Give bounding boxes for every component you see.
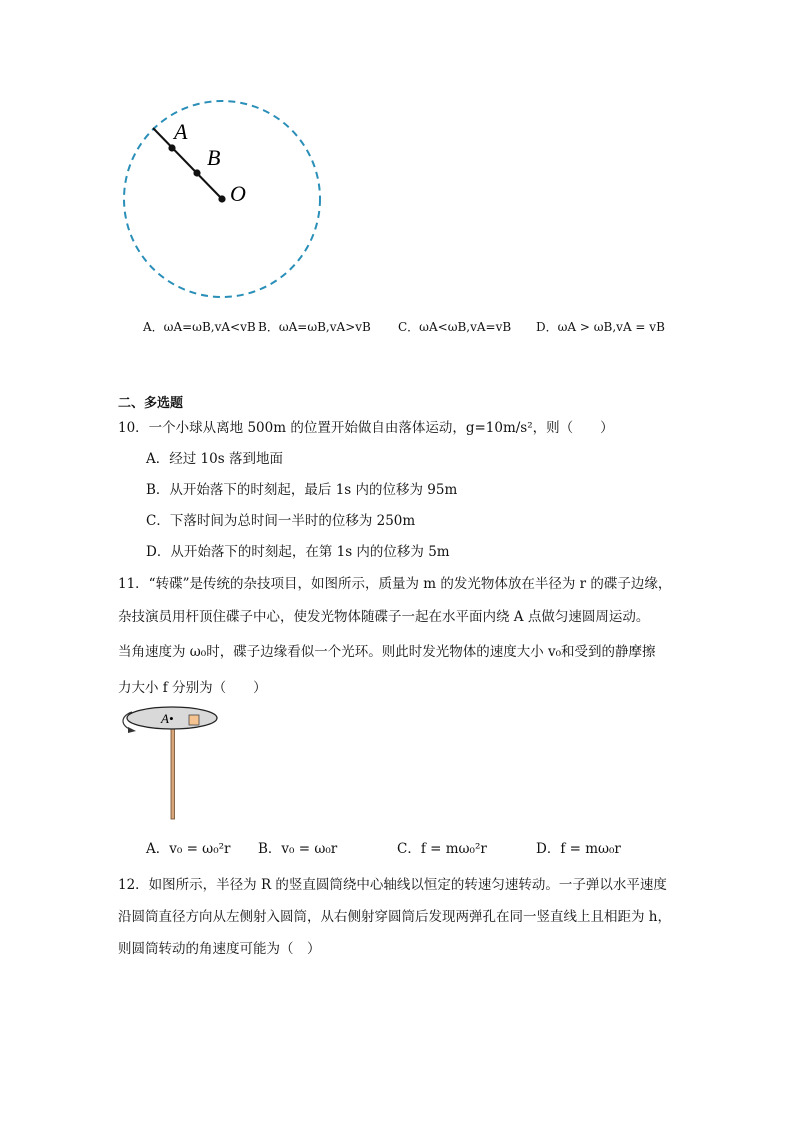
q12-line-3: 则圆筒转动的角速度可能为（ ） [118, 941, 321, 957]
point-O [218, 195, 225, 202]
q12-line-2: 沿圆筒直径方向从左侧射入圆筒，从右侧射穿圆筒后发现两弹孔在同一竖直线上且相距为 h， [118, 909, 671, 925]
q11-line-3: 当角速度为 ω₀时，碟子边缘看似一个光环。则此时发光物体的速度大小 v₀和受到的静摩擦 [118, 644, 656, 660]
q9-option-a[interactable]: A．ωA=ωB,vA<vB [143, 320, 256, 334]
q11-line-2: 杂技演员用杆顶住碟子中心，使发光物体随碟子一起在水平面内绕 A 点做匀速圆周运动。 [118, 609, 650, 625]
label-B: B [207, 145, 221, 170]
arrow-head-icon [128, 727, 136, 733]
q10-option-b[interactable]: B．从开始落下的时刻起，最后 1s 内的位移为 95m [146, 482, 458, 498]
glowing-object [189, 715, 199, 725]
q10-option-c[interactable]: C．下落时间为总时间一半时的位移为 250m [146, 513, 416, 529]
point-A [168, 144, 175, 151]
pole [171, 726, 175, 819]
spinning-plate-figure [114, 700, 224, 822]
q9-option-d[interactable]: D．ωA > ωB,vA = vB [536, 320, 665, 334]
q11-option-a[interactable]: A．v₀ = ω₀²r [146, 841, 231, 857]
q12-line-1: 12．如图所示，半径为 R 的竖直圆筒绕中心轴线以恒定的转速匀速转动。一子弹以水平速度 [118, 877, 667, 893]
q11-line-1: 11．“转碟”是传统的杂技项目，如图所示，质量为 m 的发光物体放在半径为 r 的碟子边缘， [118, 576, 672, 592]
q11-line-4: 力大小 f 分别为（ ） [118, 680, 267, 696]
q11-option-d[interactable]: D．f = mω₀r [536, 841, 621, 857]
circular-motion-figure [110, 92, 330, 307]
label-A: A [174, 119, 188, 144]
q11-option-c[interactable]: C．f = mω₀²r [397, 841, 487, 857]
q9-option-c[interactable]: C．ωA<ωB,vA=vB [398, 320, 512, 334]
section-title-multiple-choice: 二、多选题 [118, 396, 184, 411]
plate-center-label: A• [161, 711, 174, 726]
point-B [193, 169, 200, 176]
q10-option-d[interactable]: D．从开始落下的时刻起，在第 1s 内的位移为 5m [146, 544, 450, 560]
q10-stem: 10．一个小球从离地 500m 的位置开始做自由落体运动，g=10m/s²，则（ ） [118, 420, 614, 436]
q10-option-a[interactable]: A．经过 10s 落到地面 [146, 451, 283, 467]
q11-option-b[interactable]: B．v₀ = ω₀r [258, 841, 338, 857]
label-O: O [230, 181, 246, 206]
q9-option-b[interactable]: B．ωA=ωB,vA>vB [258, 320, 371, 334]
